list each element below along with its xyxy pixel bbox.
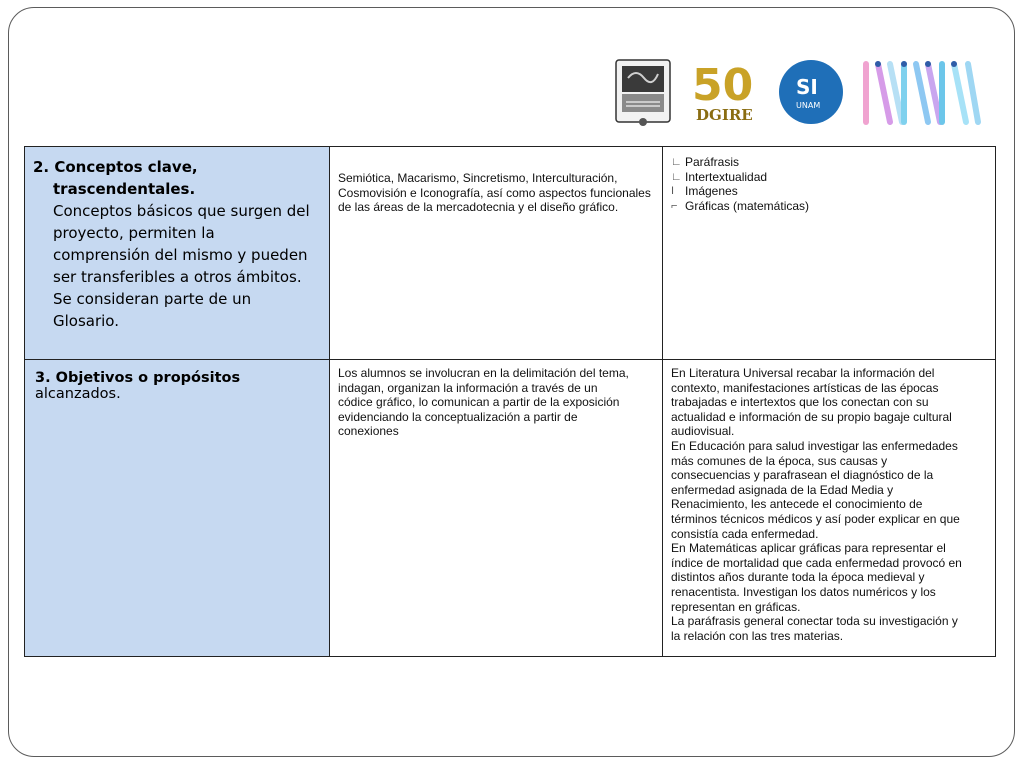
objectives-cell <box>330 360 663 657</box>
key-concepts-heading-cell <box>25 147 330 360</box>
objectives-heading <box>35 370 329 402</box>
concepts-list <box>663 147 995 213</box>
table-row <box>25 147 996 360</box>
objectives-heading-rest: alcanzados. <box>35 386 121 402</box>
list-item <box>671 199 987 214</box>
heading-body-line: Conceptos básicos que surgen del <box>53 202 310 220</box>
heading-line-2: trascendentales. <box>53 180 196 198</box>
heading-body-line: Se consideran parte de un <box>53 290 252 308</box>
list-item-label: Imágenes <box>685 184 738 199</box>
si-label: SI <box>796 75 818 99</box>
heading-body-line: ser transferibles a otros ámbitos. <box>53 268 302 286</box>
unam-seal-logo <box>612 56 674 130</box>
list-marker: ∟ <box>671 156 682 168</box>
list-item-label: Gráficas (matemáticas) <box>685 198 810 213</box>
objectives-detail-cell <box>663 360 996 657</box>
objectives-heading-bold: 3. Objetivos o propósitos <box>35 370 241 386</box>
list-item-label: Paráfrasis <box>685 155 740 169</box>
objectives-heading-cell <box>25 360 330 657</box>
concepts-list-cell <box>663 147 996 360</box>
table-row <box>25 360 996 657</box>
concepts-text: Semiótica, Macarismo, Sincretismo, Interculturación, Cosmovisión e Iconografía, así como aspectos funcionales de las áreas de la mercadotecnia y el diseño gráfico. <box>338 171 651 215</box>
si-sub-label: UNAM <box>796 101 821 110</box>
si-unam-logo <box>776 56 846 126</box>
list-marker: Ι <box>671 185 675 198</box>
list-item <box>671 155 987 170</box>
heading-body-line: Glosario. <box>53 312 119 330</box>
dgire-number: 50 <box>692 60 754 111</box>
dgire-label: DGIRE <box>696 106 753 124</box>
project-table <box>24 146 996 657</box>
logo-bar <box>612 56 984 132</box>
heading-body-line: comprensión del mismo y pueden <box>53 246 308 264</box>
list-marker: ∟ <box>671 170 682 183</box>
dgire-50-logo <box>690 56 762 126</box>
list-marker: ⌐ <box>671 199 678 212</box>
heading-line-1: 2. Conceptos clave, <box>33 158 198 176</box>
concepts-cell <box>330 147 663 360</box>
list-item <box>671 170 987 185</box>
list-item <box>671 184 987 199</box>
objectives-detail-text: En Literatura Universal recabar la información del contexto, manifestaciones artísticas de las épocas trabajadas e intertextos que los conectan con su actualidad e información de su propio bagaje cultural audiovisual. En Educación para salud investigar las enfermedades más comunes de la época, sus causas y consecuencias y parafrasean el diagnóstico de la enfermedad asignada de la Edad Media y Renacimiento, les antecede el conocimiento de términos técnicos médicos y así poder explicar en que consistía cada enfermedad. En Matemáticas aplicar gráficas para representar el índice de mortalidad que cada enfermedad provocó en distintos años durante toda la época medieval y renacentista. Investigan los datos numéricos y los representan en gráficas. La paráfrasis general conectar toda su investigación y la relación con las tres materias. <box>671 366 962 643</box>
objectives-text: Los alumnos se involucran en la delimitación del tema, indagan, organizan la información a través de un códice gráfico, lo comunican a partir de la exposición evidenciando la conceptualización a partir de conexiones <box>338 366 629 439</box>
key-concepts-heading <box>33 156 329 332</box>
stripes-logo <box>860 56 984 128</box>
heading-body-line: proyecto, permiten la <box>53 224 215 242</box>
list-item-label: Intertextualidad <box>685 169 768 184</box>
